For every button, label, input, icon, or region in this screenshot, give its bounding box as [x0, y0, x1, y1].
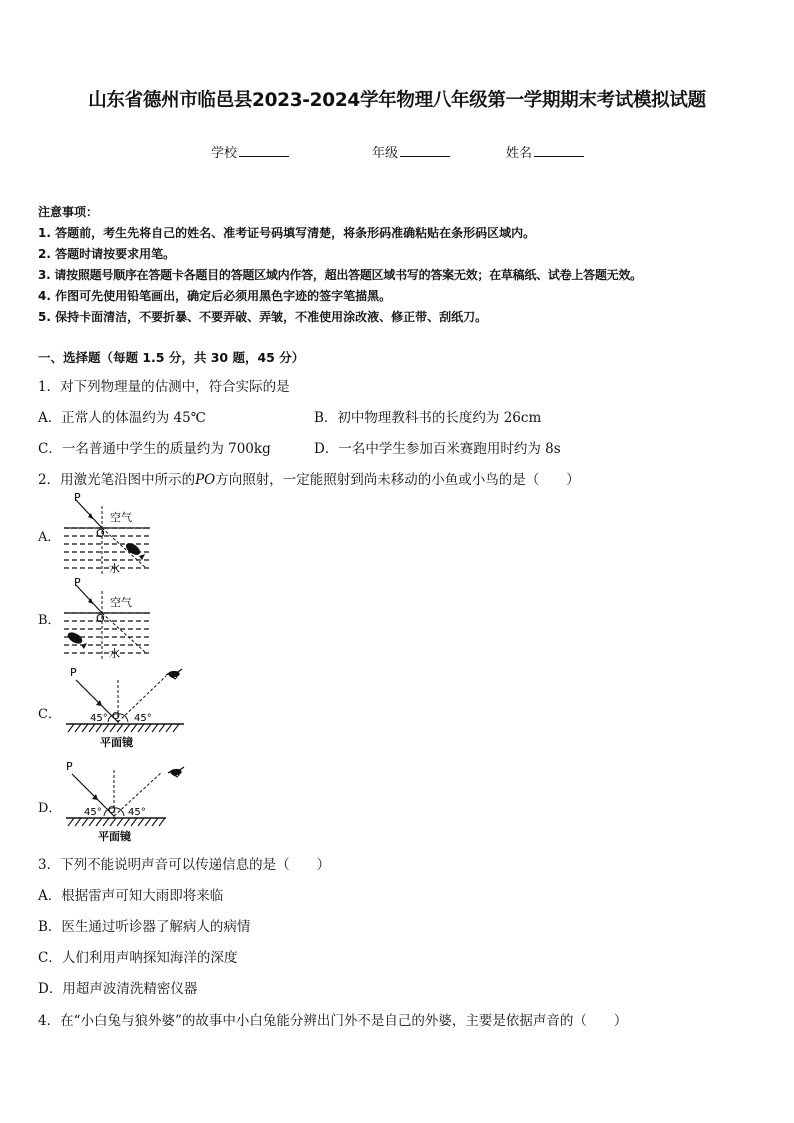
water-label: 水 — [109, 647, 120, 660]
water-region — [64, 613, 150, 653]
mirror-label: 平面镜 — [100, 736, 133, 749]
school-blank[interactable] — [239, 144, 289, 157]
notice-item: 5. 保持卡面清洁，不要折暴、不要弄破、弄皱，不准使用涂改液、修正带、刮纸刀。 — [38, 310, 488, 324]
question-2-option-d-label[interactable]: D． — [38, 801, 62, 816]
point-o-label: O — [112, 711, 120, 722]
notice-item: 2. 答题时请按要求用笔。 — [38, 247, 176, 261]
question-2-option-a-label[interactable]: A． — [38, 530, 61, 545]
point-p-label: P — [74, 491, 81, 504]
water-label: 水 — [109, 562, 120, 575]
question-3-option-d[interactable]: D．用超声波清洗精密仪器 — [38, 981, 198, 997]
figure-b-diagram[interactable] — [62, 575, 154, 661]
question-1-option-d[interactable]: D．一名中学生参加百米赛跑用时约为 8s — [314, 441, 561, 457]
angle-right-label: 45° — [134, 713, 152, 724]
school-field[interactable] — [211, 142, 289, 161]
point-p-label: P — [66, 760, 73, 773]
air-label: 空气 — [110, 511, 132, 524]
question-1-option-a[interactable]: A．正常人的体温约为 45℃ — [38, 410, 206, 426]
fish-icon — [66, 630, 87, 649]
notice-item: 4. 作图可先使用铅笔画出，确定后必须用黑色字迹的签字笔描黑。 — [38, 289, 392, 303]
air-label: 空气 — [110, 596, 132, 609]
angle-left-label: 45° — [90, 713, 108, 724]
point-p-label: P — [74, 576, 81, 589]
question-2-option-b-label[interactable]: B． — [38, 613, 61, 628]
question-2-stem — [38, 468, 580, 488]
notice-heading: 注意事项： — [38, 205, 99, 219]
grade-field[interactable] — [372, 142, 450, 161]
question-3-option-c[interactable]: C．人们利用声呐探知海洋的深度 — [38, 950, 238, 966]
bird-icon — [166, 669, 182, 679]
question-3-option-b[interactable]: B．医生通过听诊器了解病人的病情 — [38, 919, 251, 935]
question-2-option-c-label[interactable]: C． — [38, 707, 61, 722]
angle-right-label: 45° — [128, 807, 146, 818]
figure-a-diagram[interactable] — [62, 490, 154, 576]
figure-d-diagram[interactable] — [62, 760, 190, 846]
question-1-stem: 1．对下列物理量的估测中，符合实际的是 — [38, 379, 290, 395]
point-o-label: O — [96, 527, 105, 540]
mirror-label: 平面镜 — [98, 830, 131, 843]
question-1-option-c[interactable]: C．一名普通中学生的质量约为 700kg — [38, 441, 271, 457]
question-2-stem-post: 方向照射，一定能照射到尚未移动的小鱼或小鸟的是（ ） — [215, 472, 580, 488]
notice-item: 1. 答题前，考生先将自己的姓名、准考证号码填写清楚，将条形码准确粘贴在条形码区域内。 — [38, 226, 536, 240]
point-o-label: O — [96, 612, 105, 625]
question-3-stem: 3．下列不能说明声音可以传递信息的是（ ） — [38, 857, 331, 873]
question-2-po: PO — [195, 472, 216, 488]
name-blank[interactable] — [534, 144, 584, 157]
name-label: 姓名 — [506, 146, 533, 161]
question-3-option-a[interactable]: A．根据雷声可知大雨即将来临 — [38, 888, 224, 904]
fish-icon — [124, 541, 145, 560]
section-heading: 一、选择题（每题 1.5 分，共 30 题，45 分） — [38, 350, 305, 365]
mirror-hatching — [68, 724, 179, 732]
point-o-label: O — [108, 805, 116, 816]
grade-label: 年级 — [372, 146, 399, 161]
question-4-stem: 4．在“小白兔与狼外婆”的故事中小白兔能分辨出门外不是自己的外婆，主要是依据声音的（ ） — [38, 1013, 628, 1029]
grade-blank[interactable] — [400, 144, 450, 157]
notice-item: 3. 请按照题号顺序在答题卡各题目的答题区域内作答，超出答题区域书写的答案无效；在草稿纸、试卷上答题无效。 — [38, 268, 642, 282]
bird-icon — [168, 767, 184, 777]
question-2-stem-pre: 2．用激光笔沿图中所示的 — [38, 472, 196, 488]
school-label: 学校 — [211, 146, 238, 161]
point-p-label: P — [70, 666, 77, 679]
name-field[interactable] — [506, 142, 584, 161]
page-title: 山东省德州市临邑县2023-2024学年物理八年级第一学期期末考试模拟试题 — [88, 90, 706, 111]
question-1-option-b[interactable]: B．初中物理教科书的长度约为 26cm — [314, 410, 542, 426]
angle-left-label: 45° — [84, 807, 102, 818]
figure-c-diagram[interactable] — [62, 666, 190, 752]
mirror-hatching — [68, 818, 165, 826]
